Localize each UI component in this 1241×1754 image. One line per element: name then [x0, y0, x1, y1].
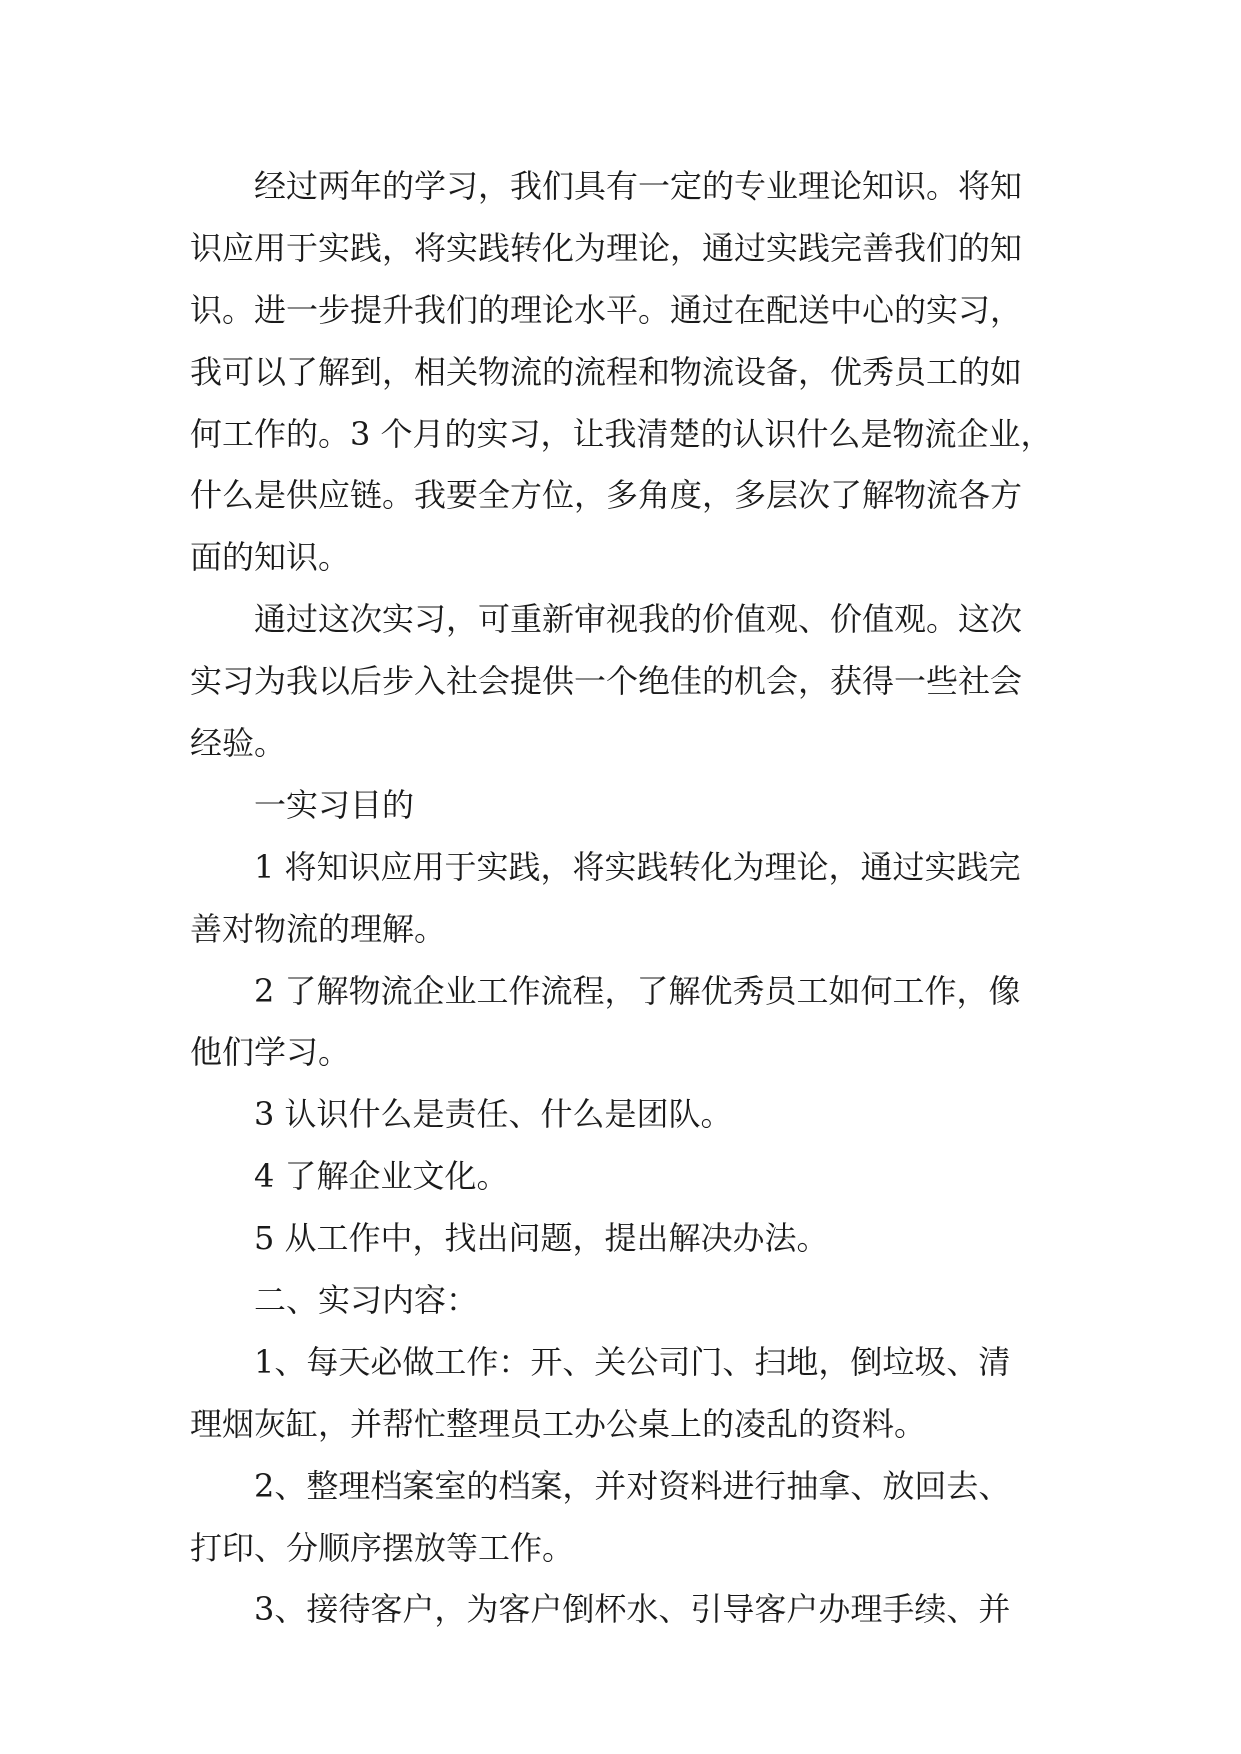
list-item: 2、整理档案室的档案，并对资料进行抽拿、放回去、 [254, 1466, 1011, 1505]
list-item: 4 了解企业文化。 [254, 1157, 509, 1196]
section-heading: 一实习目的 [254, 785, 415, 824]
section-heading: 二、实习内容： [254, 1281, 479, 1320]
text-line: 实习为我以后步入社会提供一个绝佳的机会，获得一些社会 [190, 662, 1023, 701]
list-item: 3、接待客户，为客户倒杯水、引导客户办理手续、并 [254, 1590, 1011, 1629]
text-line: 通过这次实习，可重新审视我的价值观、价值观。这次 [254, 600, 1023, 639]
text-line: 他们学习。 [190, 1033, 351, 1072]
text-line: 我可以了解到，相关物流的流程和物流设备，优秀员工的如 [190, 352, 1023, 391]
text-line: 面的知识。 [190, 538, 351, 577]
text-line: 识。进一步提升我们的理论水平。通过在配送中心的实习， [190, 290, 1023, 329]
list-item: 5 从工作中，找出问题，提出解决办法。 [254, 1219, 829, 1258]
text-line: 理烟灰缸，并帮忙整理员工办公桌上的凌乱的资料。 [190, 1404, 927, 1443]
text-line: 经过两年的学习，我们具有一定的专业理论知识。将知 [254, 167, 1023, 205]
list-item: 3 认识什么是责任、什么是团队。 [254, 1095, 733, 1134]
text-line: 经验。 [190, 724, 287, 763]
text-line: 善对物流的理解。 [190, 909, 447, 948]
text-line: 何工作的。3 个月的实习，让我清楚的认识什么是物流企业， [190, 414, 1053, 453]
text-line: 什么是供应链。我要全方位，多角度，多层次了解物流各方 [190, 476, 1023, 515]
list-item: 1 将知识应用于实践，将实践转化为理论，通过实践完 [254, 847, 1021, 886]
text-line: 打印、分顺序摆放等工作。 [190, 1528, 575, 1567]
list-item: 2 了解物流企业工作流程，了解优秀员工如何工作，像 [254, 971, 1021, 1010]
document-body [190, 156, 1060, 1641]
list-item: 1、每天必做工作：开、关公司门、扫地，倒垃圾、清 [254, 1342, 1011, 1381]
text-line: 识应用于实践，将实践转化为理论，通过实践完善我们的知 [190, 228, 1023, 267]
